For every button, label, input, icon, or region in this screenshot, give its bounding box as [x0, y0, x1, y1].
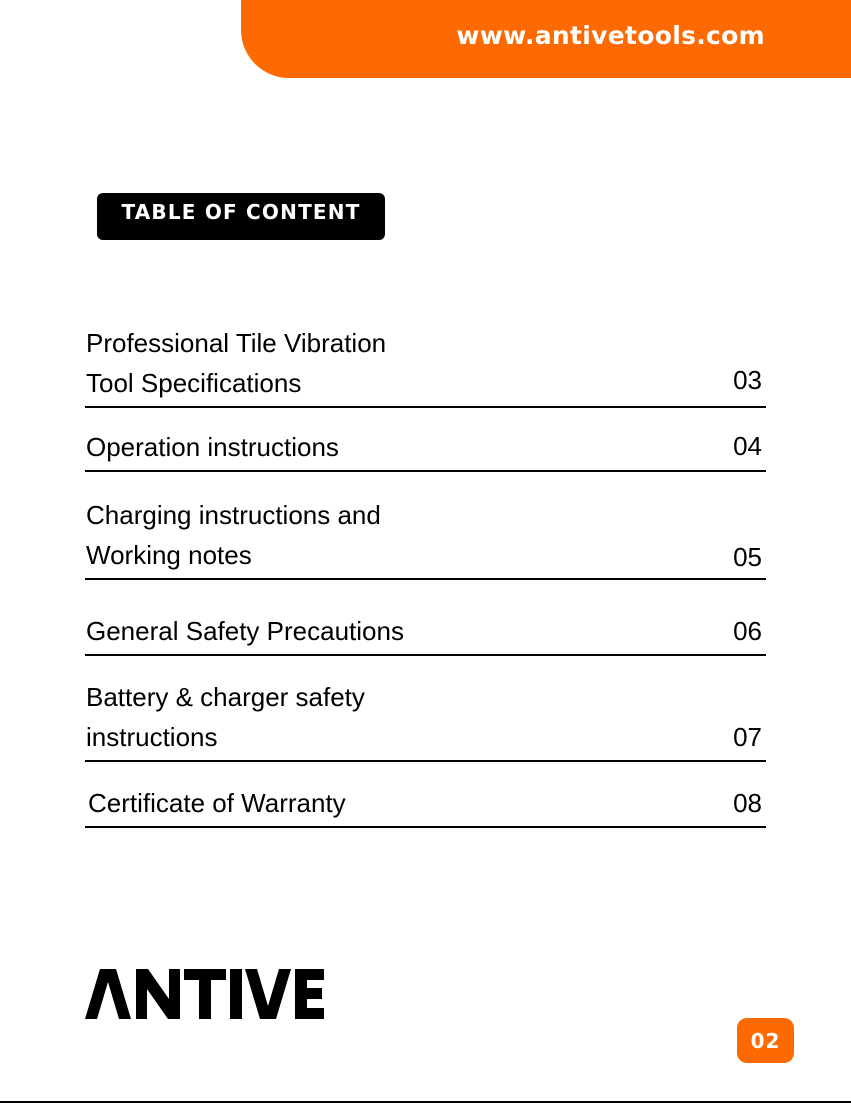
toc-entry-title: General Safety Precautions: [86, 616, 404, 646]
toc-entry-page: 07: [733, 722, 762, 752]
toc-entry-title: Operation instructions: [86, 432, 339, 462]
toc-entry-specifications[interactable]: [85, 328, 766, 408]
toc-entry-charging[interactable]: [85, 497, 766, 580]
toc-entry-title: Certificate of Warranty: [88, 788, 346, 818]
toc-entry-page: 03: [733, 365, 762, 395]
toc-entry-safety[interactable]: [85, 614, 766, 656]
toc-entry-page: 08: [733, 788, 762, 818]
toc-entry-page: 05: [733, 542, 762, 572]
toc-entry-page: 06: [733, 616, 762, 646]
toc-entry-operation[interactable]: [85, 430, 766, 472]
antive-logo: [85, 969, 325, 1024]
toc-entry-battery[interactable]: [85, 680, 766, 762]
website-url[interactable]: www.antivetools.com: [456, 21, 765, 50]
toc-list: [85, 0, 766, 1103]
toc-heading: TABLE OF CONTENT: [121, 199, 361, 224]
page-number-badge: [737, 1018, 794, 1063]
toc-entry-title: Professional Tile Vibration Tool Specifications: [86, 328, 387, 398]
toc-entry-title: Charging instructions and Working notes: [86, 500, 381, 570]
toc-entry-page: 04: [733, 431, 762, 461]
page-number: 02: [750, 1028, 781, 1053]
toc-entry-warranty[interactable]: [85, 786, 766, 828]
toc-entry-title: Battery & charger safety instructions: [86, 682, 365, 752]
